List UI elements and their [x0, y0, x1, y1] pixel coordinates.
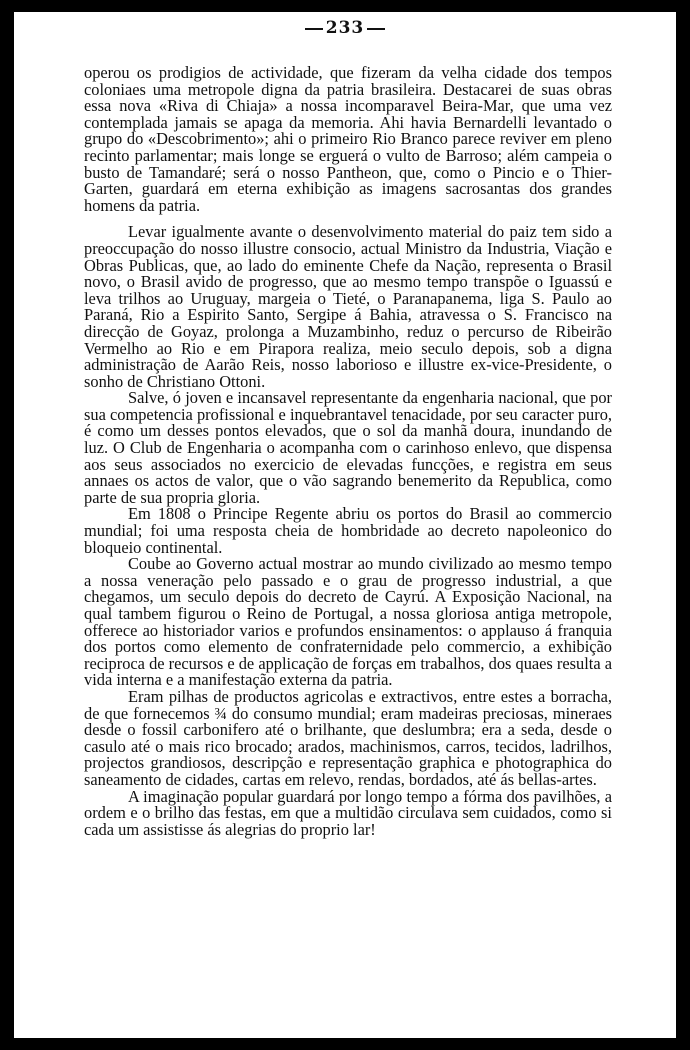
- paragraph-6: Eram pilhas de productos agricolas e extractivos, entre estes a borracha, de que fornecemos ¾ do consumo mundial; eram madeiras preciosas, mineraes desde o fossil carbonifero até o brilhante, que deslumbra; era a seda, desde o casulo até o mais rico brocado; arados, machinismos, carros, tecidos, ladrilhos, projectos grandiosos, descripção e representação graphica e photographica do saneamento de cidades, cartas em relevo, rendas, bordados, até ás bellas-artes.: [84, 686, 612, 789]
- paragraph-4: Em 1808 o Principe Regente abriu os portos do Brasil ao commercio mundial; foi uma resposta cheia de hombridade ao decreto napoleonico do bloqueio continental.: [84, 504, 612, 557]
- paragraph-3: Salve, ó joven e incansavel representante da engenharia nacional, que por sua competencia profissional e inquebrantavel tenacidade, por seu caracter puro, é como um desses pontos elevados, que o sol da manhã doura, inundando de luz. O Club de Engenharia o acompanha com o carinhoso enlevo, que dispensa aos seus associados no exercicio de elevadas funcções, e registra em seus annaes os actos de valor, que o vão sagrando benemerito da Republica, como parte de sua propria gloria.: [84, 388, 612, 507]
- page-number: 233: [325, 18, 365, 38]
- book-page: [14, 12, 676, 1038]
- paragraph-1: operou os prodigios de actividade, que fizeram da velha cidade dos tempos coloniaes uma metropole digna da patria brasileira. Destacarei de suas obras essa nova «Riva di Chiaja» a nossa incomparavel Beira-Mar, que uma vez contemplada jamais se apaga da memoria. Ahi havia Bernardelli levantado o grupo do «Descobrimento»; ahi o primeiro Rio Branco parece reviver em pleno recinto parlamentar; mais longe se erguerá o vulto de Barroso; além campeia o busto de Tamandaré; será o nosso Pantheon, que, como o Pincio e o Thier-Garten, guardará em eterna exhibição as imagens sacrosantas dos grandes homens da patria.: [84, 63, 612, 215]
- body-text: [84, 65, 612, 838]
- paragraph-2: Levar igualmente avante o desenvolvimento material do paiz tem sido a preoccupação do nosso illustre consocio, actual Ministro da Industria, Viação e Obras Publicas, que, ao lado do eminente Chefe da Nação, representa o Brasil novo, o Brasil avido de progresso, que ao mesmo tempo transpõe o Iguassú e leva trilhos ao Uruguay, margeia o Tieté, o Paranapanema, liga S. Paulo ao Paraná, Rio a Espirito Santo, Sergipe á Bahia, atravessa o S. Francisco na direcção de Goyaz, prolonga a Muzambinho, reduz o percurso de Ribeirão Vermelho ao Rio e em Pirapora realiza, meio seculo depois, sob a digna administração de Aarão Reis, nosso laborioso e illustre ex-vice-Presidente, o sonho de Christiano Ottoni.: [84, 222, 612, 391]
- paragraph-7: A imaginação popular guardará por longo tempo a fórma dos pavilhões, a ordem e o brilho das festas, em que a multidão circulava sem cuidados, como si cada um assistisse ás alegrias do proprio lar!: [84, 786, 612, 839]
- right-dash: [367, 28, 385, 30]
- left-dash: [305, 28, 323, 30]
- paragraph-5: Coube ao Governo actual mostrar ao mundo civilizado ao mesmo tempo a nossa veneração pelo passado e o grau de progresso industrial, a que chegamos, um seculo depois do decreto de Cayrú. A Exposição Nacional, na qual tambem figurou o Reino de Portugal, a nossa gloriosa antiga metropole, offerece ao historiador varios e profundos ensinamentos: o applauso á franquia dos portos como elemento de confraternidade pelo commercio, a exhibição reciproca de recursos e de applicação de forças em trabalhos, dos quaes resulta a vida interna e a manifestação externa da patria.: [84, 554, 612, 690]
- page-number-header: [14, 18, 676, 38]
